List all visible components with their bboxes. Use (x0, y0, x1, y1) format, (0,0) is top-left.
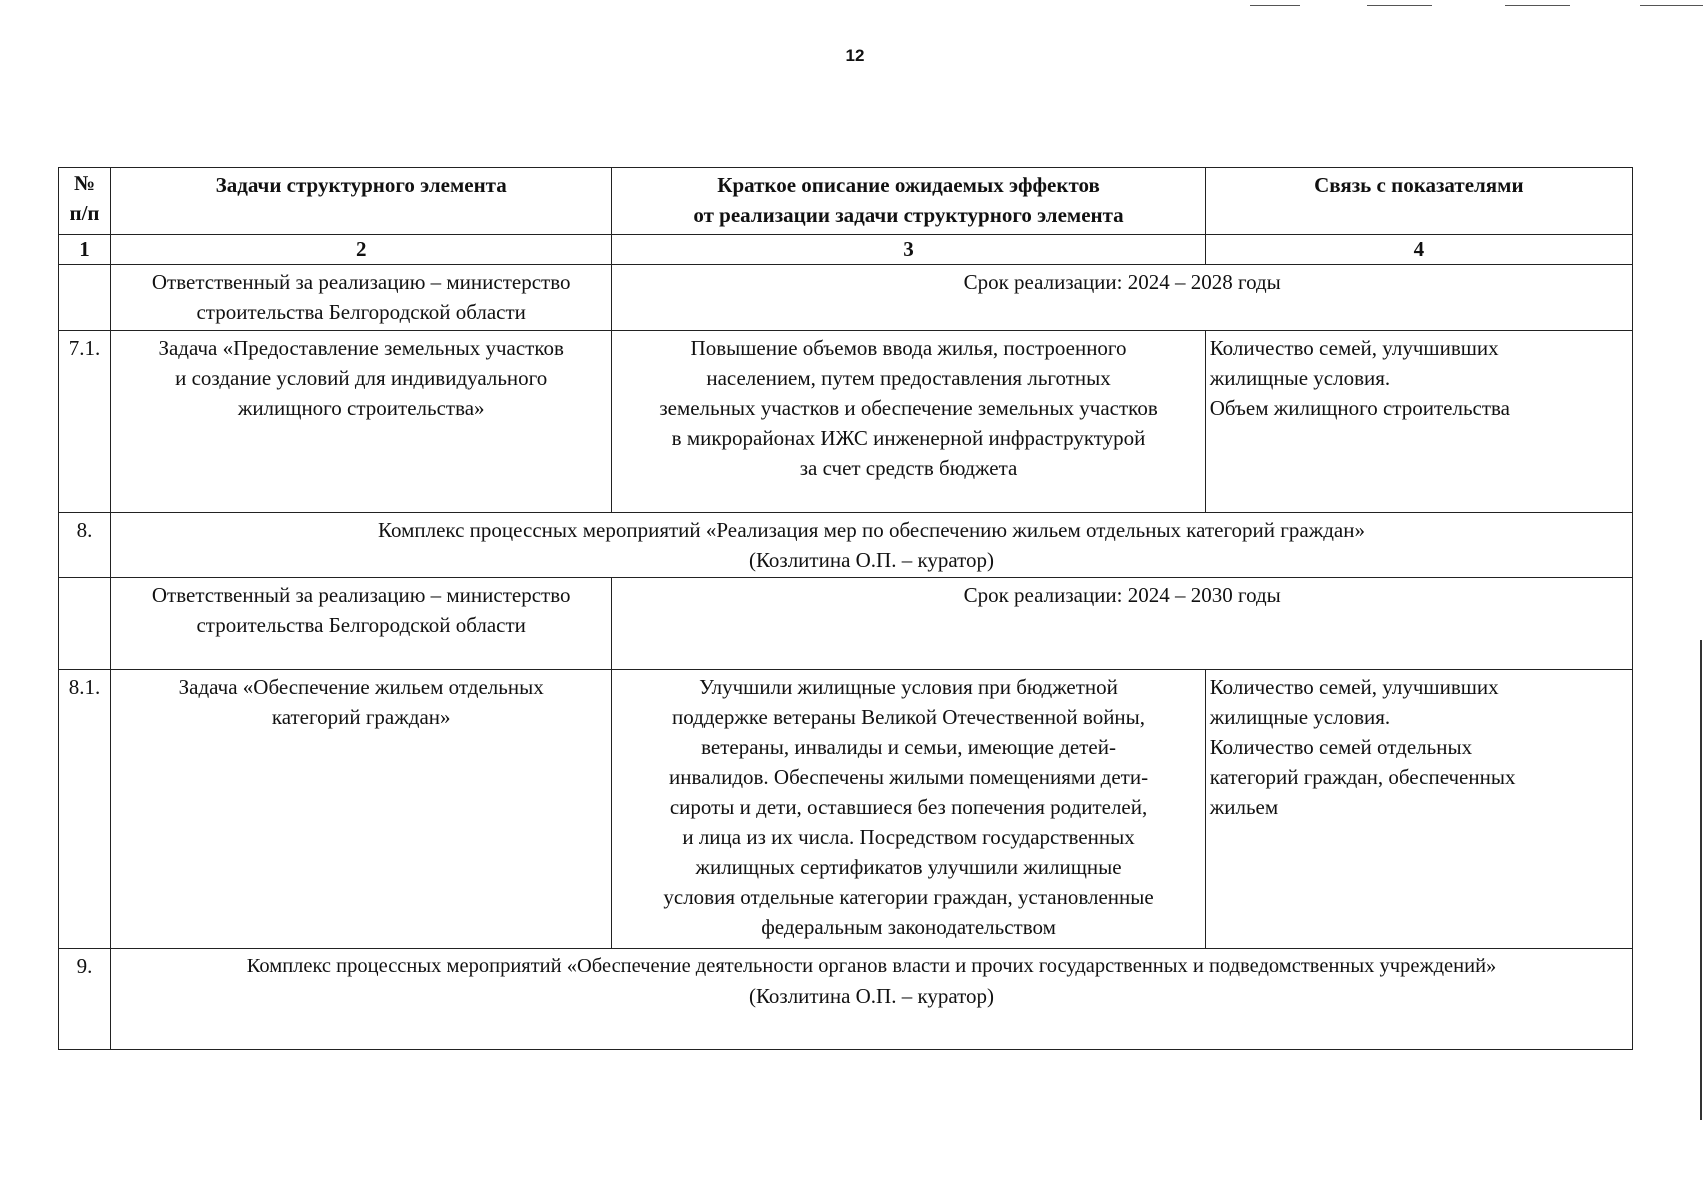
effect-cell: Улучшили жилищные условия при бюджетной поддержке ветераны Великой Отечественной войны, ветераны, инвалиды и семьи, имеющие детей- инвалидов. Обеспечены жилыми помещениями дети- сироты и дети, оставшиеся без попечения родителей, и лица из их числа. Посредством государственных жилищных сертификатов улучшили жилищные условия отдельные категории граждан, установленные федеральным законодательством (612, 670, 1205, 949)
responsible-cell: Ответственный за реализацию – министерство строительства Белгородской области (111, 578, 612, 670)
empty-number-cell (59, 578, 111, 670)
header-row (59, 168, 1633, 235)
top-rule-4 (1640, 5, 1703, 6)
complex-cell: Комплекс процессных мероприятий «Обеспечение деятельности органов власти и прочих государственных и подведомственных учреждений» (Козлитина О.П. – куратор) (111, 949, 1633, 1050)
column-number: 4 (1205, 235, 1632, 265)
task-cell: Задача «Обеспечение жильем отдельных категорий граждан» (111, 670, 612, 949)
complex-cell: Комплекс процессных мероприятий «Реализация мер по обеспечению жильем отдельных категорий граждан» (Козлитина О.П. – куратор) (111, 513, 1633, 578)
header-col-tasks: Задачи структурного элемента (111, 168, 612, 235)
task-cell: Задача «Предоставление земельных участков и создание условий для индивидуального жилищного строительства» (111, 331, 612, 513)
header-col-indicators: Связь с показателями (1205, 168, 1632, 235)
column-number: 2 (111, 235, 612, 265)
effect-cell: Повышение объемов ввода жилья, построенного населением, путем предоставления льготных земельных участков и обеспечение земельных участков в микрорайонах ИЖС инженерной инфраструктурой за счет средств бюджета (612, 331, 1205, 513)
complex-row-9 (59, 949, 1633, 1050)
term-cell: Срок реализации: 2024 – 2028 годы (612, 265, 1633, 331)
task-row-8-1 (59, 670, 1633, 949)
task-row-7-1 (59, 331, 1633, 513)
column-number: 1 (59, 235, 111, 265)
row-number: 9. (59, 949, 111, 1050)
tasks-table (58, 167, 1633, 1050)
header-col-number: № п/п (59, 168, 111, 235)
row-number: 8.1. (59, 670, 111, 949)
scan-edge-mark (1700, 640, 1702, 1120)
column-number: 3 (612, 235, 1205, 265)
responsible-row (59, 578, 1633, 670)
indicators-cell: Количество семей, улучшивших жилищные условия. Количество семей отдельных категорий граждан, обеспеченных жильем (1205, 670, 1632, 949)
complex-row-8 (59, 513, 1633, 578)
term-cell: Срок реализации: 2024 – 2030 годы (612, 578, 1633, 670)
empty-number-cell (59, 265, 111, 331)
column-numbers-row (59, 235, 1633, 265)
responsible-row (59, 265, 1633, 331)
responsible-cell: Ответственный за реализацию – министерство строительства Белгородской области (111, 265, 612, 331)
row-number: 7.1. (59, 331, 111, 513)
row-number: 8. (59, 513, 111, 578)
top-rule-3 (1505, 5, 1570, 6)
header-col-effects: Краткое описание ожидаемых эффектов от реализации задачи структурного элемента (612, 168, 1205, 235)
page-number: 12 (845, 46, 865, 65)
top-rule-2 (1367, 5, 1432, 6)
indicators-cell: Количество семей, улучшивших жилищные условия. Объем жилищного строительства (1205, 331, 1632, 513)
top-rule-1 (1250, 5, 1300, 6)
